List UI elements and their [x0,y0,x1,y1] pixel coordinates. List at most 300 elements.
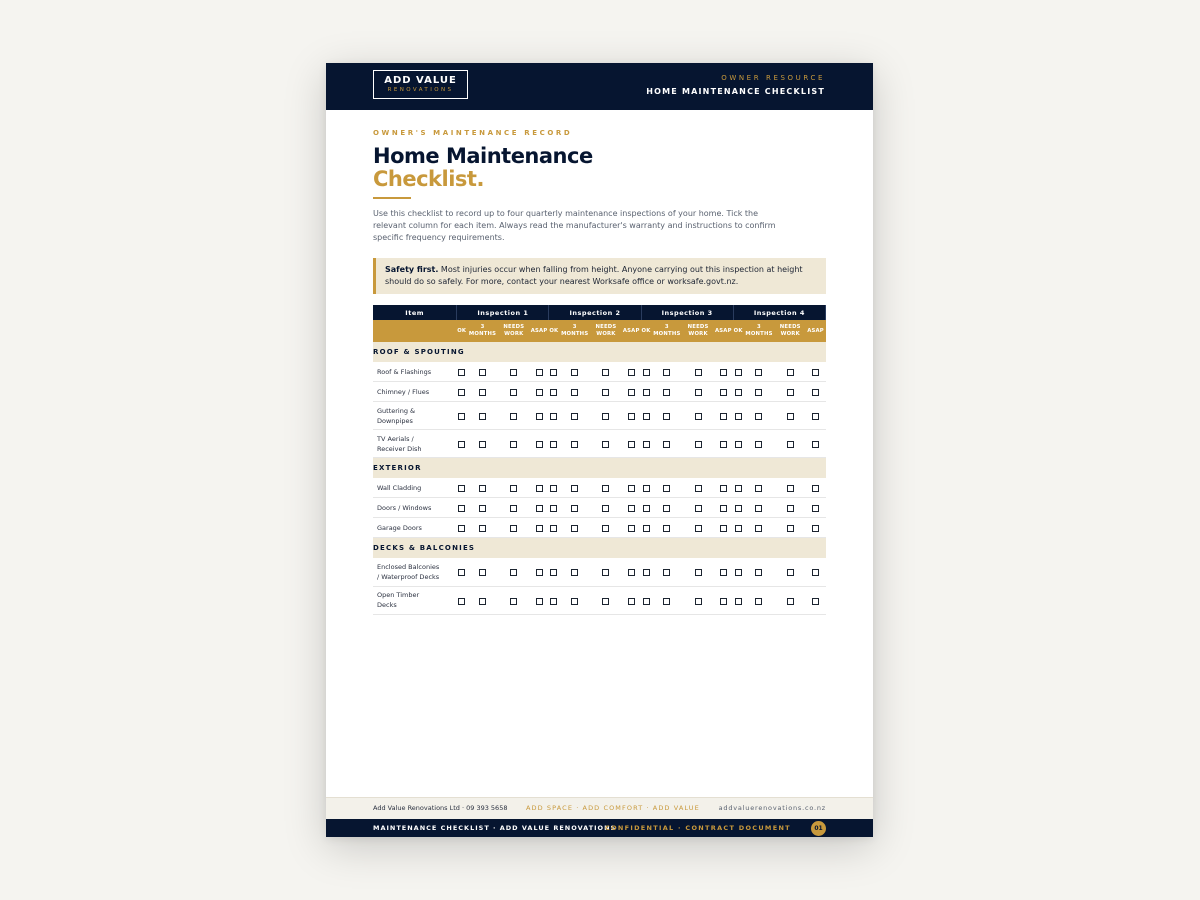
checkbox[interactable] [787,485,794,492]
checkbox[interactable] [536,505,543,512]
checkbox[interactable] [643,369,650,376]
inspection-header-row [373,305,826,320]
checkbox-cell [457,382,467,402]
status-header-line2: WORK [688,331,708,337]
checkbox-cell [498,430,529,458]
checkbox[interactable] [812,525,819,532]
checkbox-cell [733,362,743,382]
checkbox[interactable] [536,413,543,420]
checkbox[interactable] [550,413,557,420]
checkbox[interactable] [735,505,742,512]
checkbox-cell [651,402,683,430]
checkbox[interactable] [510,369,517,376]
checkbox-cell [559,518,591,538]
checkbox[interactable] [755,505,762,512]
checkbox[interactable] [735,598,742,605]
checkbox[interactable] [812,441,819,448]
checkbox[interactable] [735,569,742,576]
page-title-accent: Checklist. [373,167,484,191]
checkbox-cell [713,362,733,382]
item-label [373,430,457,458]
checkbox[interactable] [695,569,702,576]
checkbox[interactable] [720,389,727,396]
checkbox-cell [683,382,714,402]
checkbox[interactable] [602,389,609,396]
checkbox-cell [467,402,499,430]
checkbox-cell [559,586,591,614]
checkbox[interactable] [643,413,650,420]
item-label [373,558,457,586]
status-header-line1: ASAP [622,327,640,334]
checkbox[interactable] [720,525,727,532]
checkbox[interactable] [628,525,635,532]
checkbox-cell [529,478,549,498]
checkbox[interactable] [628,569,635,576]
checkbox[interactable] [479,485,486,492]
checkbox-cell [529,382,549,402]
checkbox[interactable] [643,525,650,532]
checkbox-cell [591,518,622,538]
checkbox-cell [549,478,559,498]
checkbox-cell [743,586,775,614]
checkbox[interactable] [550,389,557,396]
status-header [651,320,683,342]
checkbox-cell [529,430,549,458]
item-label-line1: Enclosed Balconies [377,562,440,571]
checkbox-cell [806,518,826,538]
checkbox[interactable] [550,598,557,605]
status-header [713,320,733,342]
checkbox[interactable] [602,485,609,492]
checkbox[interactable] [550,505,557,512]
checkbox-cell [806,478,826,498]
checkbox[interactable] [787,389,794,396]
checkbox[interactable] [695,413,702,420]
checkbox-cell [457,586,467,614]
table-row [373,586,826,614]
checkbox[interactable] [663,598,670,605]
checkbox[interactable] [643,505,650,512]
checkbox[interactable] [510,569,517,576]
checkbox[interactable] [643,441,650,448]
intro-section [373,129,826,244]
checkbox-cell [733,518,743,538]
checkbox[interactable] [571,598,578,605]
checkbox[interactable] [787,369,794,376]
table-row [373,558,826,586]
checkbox[interactable] [720,485,727,492]
status-header [529,320,549,342]
table-row [373,362,826,382]
status-header-line2: MONTHS [745,331,773,337]
footer-website[interactable]: addvaluerenovations.co.nz [718,804,826,812]
status-header [498,320,529,342]
inspection-header-3: Inspection 3 [641,305,733,320]
checkbox[interactable] [536,598,543,605]
section-title: ROOF & SPOUTING [373,342,826,362]
checkbox-cell [775,362,806,382]
checkbox[interactable] [787,569,794,576]
checkbox-cell [498,402,529,430]
section-row [373,538,826,559]
item-label-line1: Wall Cladding [377,483,422,492]
footer-bar [326,819,873,837]
checkbox-cell [549,498,559,518]
checkbox[interactable] [571,525,578,532]
item-label [373,498,457,518]
checkbox[interactable] [479,413,486,420]
checkbox-cell [549,362,559,382]
checkbox[interactable] [720,569,727,576]
status-header [775,320,806,342]
checkbox-cell [457,362,467,382]
checkbox-cell [733,558,743,586]
checkbox[interactable] [663,485,670,492]
checkbox[interactable] [479,369,486,376]
checkbox[interactable] [695,485,702,492]
checkbox-cell [651,478,683,498]
checkbox-cell [529,402,549,430]
checkbox[interactable] [628,505,635,512]
checkbox[interactable] [458,569,465,576]
checkbox-cell [591,402,622,430]
checkbox[interactable] [536,441,543,448]
checkbox[interactable] [536,569,543,576]
checkbox[interactable] [755,569,762,576]
checkbox-cell [549,402,559,430]
checkbox[interactable] [695,525,702,532]
checkbox[interactable] [735,525,742,532]
checkbox-cell [806,430,826,458]
checkbox[interactable] [571,413,578,420]
checkbox[interactable] [602,505,609,512]
checkbox-cell [621,362,641,382]
checkbox[interactable] [663,525,670,532]
checkbox[interactable] [643,389,650,396]
brand-sub: RENOVATIONS [387,87,454,93]
status-header-line1: 3 [572,324,577,330]
checkbox[interactable] [458,485,465,492]
checkbox[interactable] [550,525,557,532]
checkbox[interactable] [510,389,517,396]
checkbox-cell [559,498,591,518]
item-label [373,362,457,382]
status-header-line1: ASAP [807,327,824,334]
status-header-line1: OK [549,327,559,334]
checkbox[interactable] [787,525,794,532]
checkbox-cell [529,558,549,586]
checkbox[interactable] [628,441,635,448]
checkbox-cell [713,558,733,586]
checkbox[interactable] [755,389,762,396]
checkbox[interactable] [536,485,543,492]
checkbox[interactable] [735,369,742,376]
checkbox-cell [467,382,499,402]
checkbox[interactable] [720,441,727,448]
checkbox[interactable] [720,505,727,512]
checkbox[interactable] [479,525,486,532]
checkbox[interactable] [628,389,635,396]
checkbox[interactable] [812,598,819,605]
item-label-line1: Doors / Windows [377,503,432,512]
checkbox-cell [621,478,641,498]
checkbox-cell [733,402,743,430]
checkbox-cell [733,382,743,402]
table-row [373,382,826,402]
checkbox[interactable] [663,569,670,576]
checkbox-cell [559,402,591,430]
checkbox[interactable] [787,441,794,448]
checkbox[interactable] [479,441,486,448]
checkbox[interactable] [812,569,819,576]
header-right [646,74,825,97]
checkbox-cell [713,402,733,430]
checkbox[interactable] [571,505,578,512]
checkbox[interactable] [458,441,465,448]
footer-tagline: ADD SPACE · ADD COMFORT · ADD VALUE [526,804,700,812]
checkbox[interactable] [755,441,762,448]
checkbox-cell [713,382,733,402]
checkbox[interactable] [550,369,557,376]
checkbox[interactable] [602,598,609,605]
checkbox[interactable] [479,505,486,512]
checkbox[interactable] [550,485,557,492]
checkbox[interactable] [720,598,727,605]
page-title: Home Maintenance [373,144,593,168]
checkbox-cell [591,498,622,518]
checkbox-cell [549,430,559,458]
checkbox-cell [733,586,743,614]
checkbox[interactable] [602,525,609,532]
checkbox[interactable] [663,413,670,420]
checkbox[interactable] [663,441,670,448]
checkbox[interactable] [536,525,543,532]
checkbox-cell [549,586,559,614]
checkbox-cell [683,362,714,382]
checkbox-cell [743,498,775,518]
checkbox[interactable] [663,369,670,376]
checkbox[interactable] [628,485,635,492]
checkbox[interactable] [643,569,650,576]
status-header-line1: ASAP [714,327,732,334]
item-label [373,478,457,498]
inspection-header-2: Inspection 2 [549,305,641,320]
checkbox-cell [529,518,549,538]
checkbox[interactable] [735,485,742,492]
checkbox[interactable] [628,413,635,420]
checkbox[interactable] [550,569,557,576]
checkbox[interactable] [628,369,635,376]
checkbox-cell [467,498,499,518]
checkbox-cell [498,478,529,498]
checkbox-cell [559,430,591,458]
checkbox-cell [651,430,683,458]
checkbox-cell [775,402,806,430]
checkbox-cell [467,478,499,498]
checkbox[interactable] [479,389,486,396]
checkbox[interactable] [628,598,635,605]
checkbox[interactable] [510,505,517,512]
footer-confidential: CONFIDENTIAL · CONTRACT DOCUMENT [605,824,791,832]
checkbox-cell [529,498,549,518]
checkbox[interactable] [720,413,727,420]
status-header-line1: OK [733,327,743,334]
checkbox-cell [641,518,651,538]
status-header [591,320,622,342]
checkbox-cell [498,362,529,382]
status-header [743,320,775,342]
status-header [457,320,467,342]
checkbox[interactable] [812,413,819,420]
checkbox-cell [713,518,733,538]
checkbox[interactable] [458,413,465,420]
checkbox-cell [641,430,651,458]
checkbox[interactable] [643,485,650,492]
checkbox-cell [651,362,683,382]
checkbox[interactable] [458,598,465,605]
checkbox[interactable] [695,389,702,396]
checkbox[interactable] [812,389,819,396]
checkbox-cell [457,558,467,586]
checkbox[interactable] [755,598,762,605]
checkbox[interactable] [720,369,727,376]
checkbox[interactable] [812,369,819,376]
status-header [549,320,559,342]
checkbox[interactable] [755,485,762,492]
checkbox-cell [621,402,641,430]
checkbox[interactable] [663,505,670,512]
checkbox[interactable] [787,598,794,605]
checkbox-cell [467,558,499,586]
checkbox[interactable] [510,413,517,420]
checkbox[interactable] [663,389,670,396]
header-kicker: OWNER RESOURCE [721,74,825,82]
checkbox-cell [743,430,775,458]
checkbox-cell [457,430,467,458]
checkbox-cell [467,430,499,458]
checkbox[interactable] [458,505,465,512]
item-header-blank [373,320,457,342]
checkbox[interactable] [735,413,742,420]
footer-doc-title: MAINTENANCE CHECKLIST · ADD VALUE RENOVATIONS [373,824,617,832]
status-header-line1: 3 [757,324,761,330]
checkbox-cell [498,518,529,538]
checkbox[interactable] [510,441,517,448]
checkbox-cell [498,498,529,518]
checkbox[interactable] [479,598,486,605]
checkbox-cell [743,362,775,382]
checkbox-cell [713,586,733,614]
checkbox[interactable] [755,413,762,420]
checkbox[interactable] [787,413,794,420]
page-number: 01 [811,821,826,836]
checkbox[interactable] [571,369,578,376]
checkbox[interactable] [735,441,742,448]
checkbox[interactable] [695,598,702,605]
checkbox-cell [641,478,651,498]
status-header [621,320,641,342]
checkbox[interactable] [735,389,742,396]
checkbox[interactable] [602,413,609,420]
checkbox-cell [498,558,529,586]
checkbox[interactable] [602,369,609,376]
section-title: DECKS & BALCONIES [373,538,826,559]
brand-logo [373,70,468,99]
checkbox-cell [775,518,806,538]
item-label [373,402,457,430]
checkbox[interactable] [510,598,517,605]
checkbox[interactable] [571,441,578,448]
table-row [373,478,826,498]
checkbox[interactable] [602,441,609,448]
checkbox-cell [683,402,714,430]
checkbox-cell [591,478,622,498]
checkbox-cell [559,558,591,586]
checkbox-cell [457,498,467,518]
section-row [373,342,826,362]
checkbox[interactable] [695,441,702,448]
status-header-line1: 3 [480,324,485,330]
checkbox[interactable] [787,505,794,512]
checkbox[interactable] [571,569,578,576]
checkbox[interactable] [643,598,650,605]
checkbox-cell [743,478,775,498]
checkbox[interactable] [458,389,465,396]
section-row [373,458,826,479]
checkbox[interactable] [479,569,486,576]
inspection-header-4: Inspection 4 [733,305,825,320]
checkbox[interactable] [571,485,578,492]
status-header-line1: NEEDS [687,324,709,330]
item-label-line1: Open Timber [377,591,420,599]
status-header-line2: MONTHS [468,331,497,337]
checkbox[interactable] [510,525,517,532]
status-header-line1: 3 [664,324,669,330]
checkbox-cell [775,430,806,458]
checkbox[interactable] [602,569,609,576]
checkbox-cell [806,558,826,586]
checkbox[interactable] [458,525,465,532]
table-row [373,518,826,538]
checkbox[interactable] [812,505,819,512]
checkbox[interactable] [550,441,557,448]
item-label [373,382,457,402]
intro-text: Use this checklist to record up to four quarterly maintenance inspections of your home. Tick the relevant column for each item. Always read the manufacturer's warranty and instructions to confirm specific frequency requirements. [373,209,776,242]
checkbox[interactable] [536,369,543,376]
checkbox-cell [549,518,559,538]
checkbox[interactable] [458,369,465,376]
checkbox[interactable] [571,389,578,396]
checkbox[interactable] [510,485,517,492]
inspection-header-1: Inspection 1 [457,305,549,320]
checkbox[interactable] [755,369,762,376]
checkbox-cell [743,558,775,586]
checkbox[interactable] [812,485,819,492]
checkbox[interactable] [695,505,702,512]
item-label-line1: Roof & Flashings [377,367,432,376]
item-header: Item [373,305,457,320]
checkbox-cell [775,558,806,586]
checkbox-cell [591,558,622,586]
item-label-line2: Decks [377,601,397,609]
checkbox[interactable] [755,525,762,532]
checkbox[interactable] [536,389,543,396]
checkbox-cell [641,382,651,402]
checkbox-cell [621,430,641,458]
header-title: HOME MAINTENANCE CHECKLIST [646,87,825,96]
checkbox-cell [457,478,467,498]
checkbox[interactable] [695,369,702,376]
